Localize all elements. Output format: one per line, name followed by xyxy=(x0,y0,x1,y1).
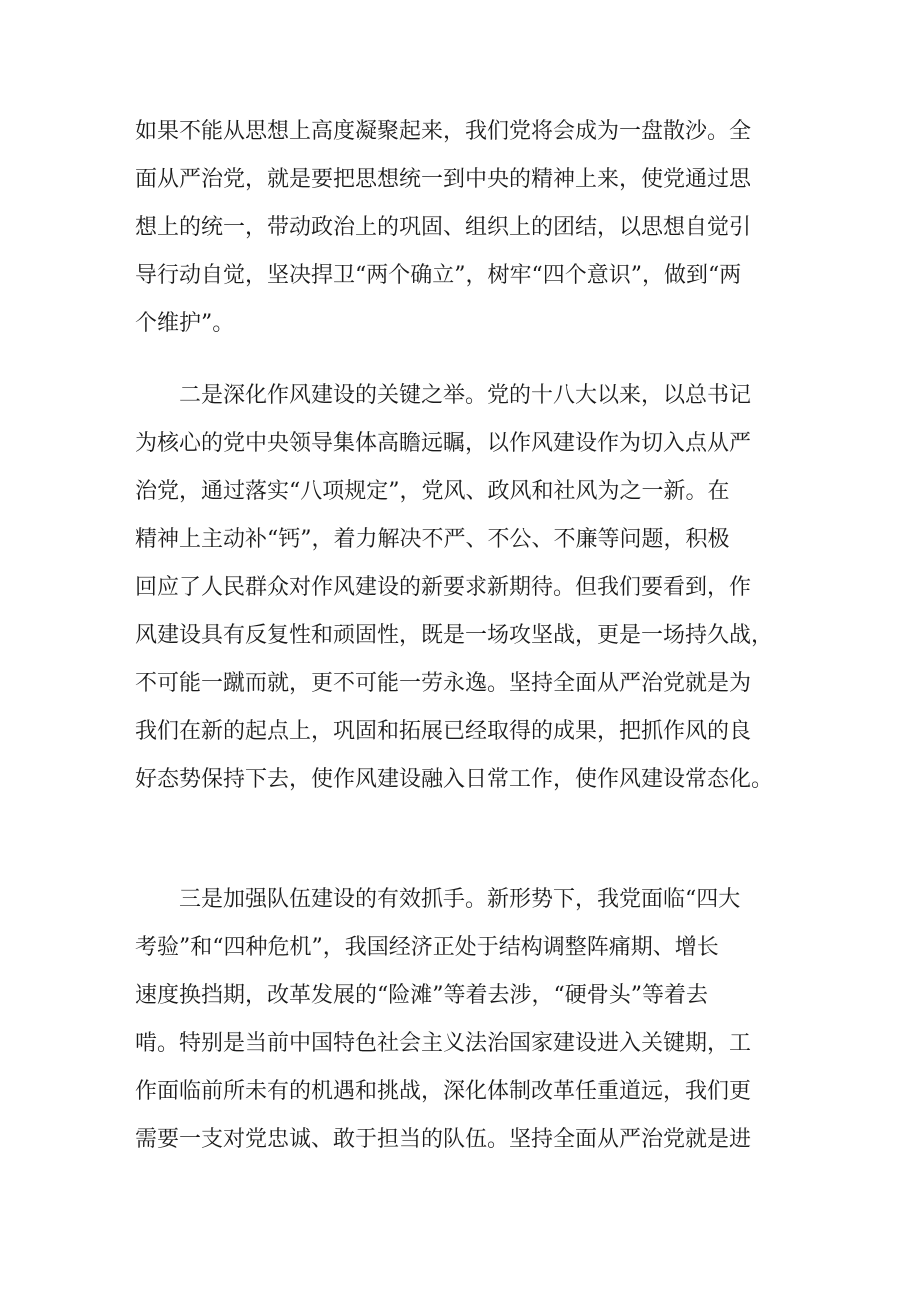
text-line: 考验”和“四种危机”，我国经济正处于结构调整阵痛期、增长 xyxy=(135,935,719,960)
text-line: 二是深化作风建设的关键之举。党的十八大以来，以总书记 xyxy=(135,383,752,408)
text-line: 速度换挡期，改革发展的“险滩”等着去涉，“硬骨头”等着去 xyxy=(135,983,708,1008)
text-line: 啃。特别是当前中国特色社会主义法治国家建设进入关键期，工 xyxy=(135,1031,752,1056)
text-line: 面从严治党，就是要把思想统一到中央的精神上来，使党通过思 xyxy=(135,167,752,192)
text-line: 回应了人民群众对作风建设的新要求新期待。但我们要看到，作 xyxy=(135,575,752,600)
paragraph-ideological-unity xyxy=(135,108,795,348)
text-line: 风建设具有反复性和顽固性，既是一场攻坚战，更是一场持久战， xyxy=(135,623,774,648)
text-line: 想上的统一，带动政治上的巩固、组织上的团结，以思想自觉引 xyxy=(135,215,752,240)
paragraph-work-style xyxy=(135,372,795,804)
text-line: 个维护”。 xyxy=(135,311,235,336)
text-line: 好态势保持下去，使作风建设融入日常工作，使作风建设常态化。 xyxy=(135,767,774,792)
text-line: 精神上主动补“钙”，着力解决不严、不公、不廉等问题，积极 xyxy=(135,527,730,552)
text-line: 如果不能从思想上高度凝聚起来，我们党将会成为一盘散沙。全 xyxy=(135,119,752,144)
text-line: 三是加强队伍建设的有效抓手。新形势下，我党面临“四大 xyxy=(135,887,741,912)
paragraph-team-building xyxy=(135,876,795,1164)
text-line: 不可能一蹴而就，更不可能一劳永逸。坚持全面从严治党就是为 xyxy=(135,671,752,696)
text-line: 作面临前所未有的机遇和挑战，深化体制改革任重道远，我们更 xyxy=(135,1079,752,1104)
text-line: 为核心的党中央领导集体高瞻远瞩，以作风建设作为切入点从严 xyxy=(135,431,752,456)
text-line: 我们在新的起点上，巩固和拓展已经取得的成果，把抓作风的良 xyxy=(135,719,752,744)
text-line: 导行动自觉，坚决捍卫“两个确立”，树牢“四个意识”，做到“两 xyxy=(135,263,742,288)
text-line: 需要一支对党忠诚、敢于担当的队伍。坚持全面从严治党就是进 xyxy=(135,1127,752,1152)
text-line: 治党，通过落实“八项规定”，党风、政风和社风为之一新。在 xyxy=(135,479,730,504)
